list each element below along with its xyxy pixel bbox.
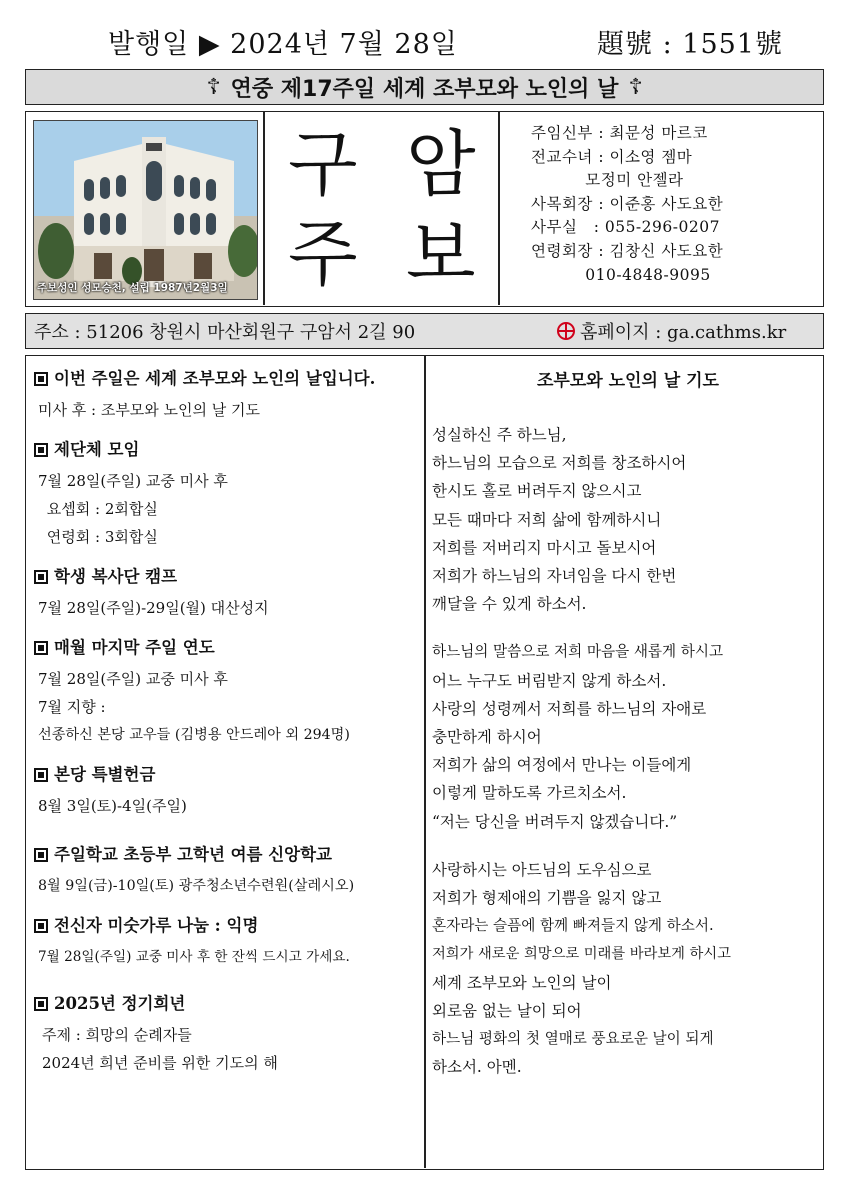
title-bar — [25, 69, 824, 105]
staff-row: 사목회장 : 이준홍 사도요한 — [531, 194, 724, 213]
prayer-column — [432, 368, 824, 1081]
announcement-heading: 2025년 정기희년 — [34, 993, 419, 1015]
square-bullet-icon — [34, 848, 48, 862]
announcement-line: 주제 : 희망의 순례자들 — [42, 1026, 192, 1044]
announcement-section — [34, 637, 419, 749]
prayer-line: 하느님 평화의 첫 열매로 풍요로운 날이 되게 — [432, 1030, 714, 1048]
bulletin-title: 연중 제17주일 세계 조부모와 노인의 날 — [230, 76, 619, 102]
bulletin-name-char: 주 — [288, 212, 358, 296]
staff-row: 주임신부 : 최문성 마르코 — [531, 124, 708, 142]
announcement-section — [34, 844, 419, 900]
content-area — [25, 355, 824, 1170]
prayer-line: 혼자라는 슬픔에 함께 빠져들지 않게 하소서. — [432, 917, 714, 935]
bulletin-name-char: 구 — [288, 122, 358, 206]
announcement-line: 요셉회 : 2회합실 — [42, 500, 158, 518]
square-bullet-icon — [34, 372, 48, 386]
prayer-stanza — [432, 638, 824, 835]
masthead — [25, 111, 824, 307]
address-bar — [25, 313, 824, 349]
announcement-heading: 매월 마지막 주일 연도 — [34, 637, 419, 659]
masthead-divider — [263, 112, 265, 305]
announcement-section — [34, 993, 419, 1077]
square-bullet-icon — [34, 768, 48, 782]
cross-ornament-right-icon: ☦ — [628, 74, 643, 100]
prayer-line: 저희가 하느님의 자녀임을 다시 한번 — [432, 567, 677, 586]
prayer-line: 저희가 삶의 여정에서 만나는 이들에게 — [432, 756, 692, 775]
announcement-heading: 전신자 미숫가루 나눔 : 익명 — [34, 915, 419, 937]
prayer-line: 하느님의 모습으로 저희를 창조하시어 — [432, 454, 687, 473]
parish-address: 주소 : 51206 창원시 마산회원구 구암서 2길 90 — [34, 322, 416, 343]
announcements-column — [34, 368, 419, 1092]
announcement-line: 미사 후 : 조부모와 노인의 날 기도 — [38, 401, 261, 419]
staff-row: 모정미 안젤라 — [531, 171, 684, 190]
announcement-line: 8월 3일(토)-4일(주일) — [38, 797, 187, 815]
prayer-line: 세계 조부모와 노인의 날이 — [432, 973, 612, 992]
globe-icon — [556, 321, 576, 341]
announcement-line: 7월 28일(주일) 교중 미사 후 한 잔씩 드시고 가세요. — [38, 949, 350, 965]
staff-row: 연령회장 : 김창신 사도요한 — [531, 241, 724, 260]
church-building-image — [34, 121, 258, 300]
square-bullet-icon — [34, 570, 48, 584]
prayer-title: 조부모와 노인의 날 기도 — [537, 371, 719, 391]
announcement-line: 선종하신 본당 교우들 (김병용 안드레아 외 294명) — [38, 727, 350, 743]
prayer-line: 모든 때마다 저희 삶에 함께하시니 — [432, 510, 662, 529]
announcement-line: 7월 28일(주일) 교중 미사 후 — [38, 472, 228, 490]
prayer-stanza — [432, 856, 824, 1082]
bulletin-name-char: 암 — [406, 122, 476, 206]
prayer-line: 어느 누구도 버림받지 않게 하소서. — [432, 671, 667, 690]
announcement-section — [34, 764, 419, 820]
announcement-section — [34, 566, 419, 622]
staff-row: 사무실 : 055-296-0207 — [531, 218, 720, 237]
homepage-label: 홈페이지 : ga.cathms.kr — [580, 322, 787, 343]
prayer-line: 깨달을 수 있게 하소서. — [432, 595, 587, 614]
homepage-link[interactable] — [556, 318, 786, 344]
column-divider — [424, 356, 426, 1168]
prayer-line: 외로움 없는 날이 되어 — [432, 1001, 582, 1020]
announcement-heading: 학생 복사단 캠프 — [34, 566, 419, 588]
church-photo — [33, 120, 258, 300]
prayer-line: 저희가 형제애의 기쁨을 잃지 않고 — [432, 889, 662, 908]
staff-row: 전교수녀 : 이소영 젬마 — [531, 147, 693, 166]
prayer-line: 저희가 새로운 희망으로 미래를 바라보게 하시고 — [432, 946, 731, 963]
issue-date: 발행일 ▶ 2024년 7월 28일 — [108, 29, 458, 60]
announcement-line: 8월 9일(금)-10일(토) 광주청소년수련원(살레시오) — [38, 878, 355, 894]
prayer-line: 한시도 홀로 버려두지 않으시고 — [432, 482, 642, 501]
announcement-line: 7월 28일(주일)-29일(월) 대산성지 — [38, 599, 269, 617]
square-bullet-icon — [34, 997, 48, 1011]
announcement-section — [34, 915, 419, 971]
announcement-heading: 주일학교 초등부 고학년 여름 신앙학교 — [34, 844, 419, 866]
square-bullet-icon — [34, 641, 48, 655]
prayer-line: 사랑하시는 아드님의 도우심으로 — [432, 860, 652, 879]
announcement-heading: 본당 특별헌금 — [34, 764, 419, 786]
announcement-heading: 제단체 모임 — [34, 439, 419, 461]
prayer-line: 이렇게 말하도록 가르치소서. — [432, 784, 627, 803]
announcement-line: 2024년 희년 준비를 위한 기도의 해 — [42, 1054, 278, 1072]
announcement-line: 연령회 : 3회합실 — [42, 528, 158, 546]
prayer-line: 하소서. 아멘. — [432, 1058, 522, 1077]
prayer-line: 충만하게 하시어 — [432, 728, 542, 747]
issue-number: 題號 : 1551號 — [597, 29, 783, 60]
staff-list — [531, 122, 723, 287]
announcement-section — [34, 439, 419, 551]
prayer-line: “저는 당신을 버려두지 않겠습니다.” — [432, 812, 678, 831]
staff-row: 010-4848-9095 — [531, 265, 711, 284]
masthead-divider — [498, 112, 500, 305]
announcement-section — [34, 368, 419, 424]
photo-caption: 주보성인 성모승천, 설립 1987년2월3일 — [37, 282, 228, 294]
prayer-line: 저희를 저버리지 마시고 돌보시어 — [432, 538, 657, 557]
prayer-line: 사랑의 성령께서 저희를 하느님의 자애로 — [432, 699, 707, 718]
announcement-line: 7월 28일(주일) 교중 미사 후 — [38, 670, 228, 688]
bulletin-name-char: 보 — [406, 212, 476, 296]
square-bullet-icon — [34, 919, 48, 933]
announcement-heading: 이번 주일은 세계 조부모와 노인의 날입니다. — [34, 368, 419, 390]
prayer-stanza — [432, 421, 824, 618]
cross-ornament-left-icon: ☦ — [206, 74, 221, 100]
announcement-line: 7월 지향 : — [38, 698, 106, 716]
prayer-line: 성실하신 주 하느님, — [432, 426, 567, 444]
issue-info-line — [0, 22, 848, 62]
prayer-line: 하느님의 말씀으로 저희 마음을 새롭게 하시고 — [432, 643, 724, 661]
square-bullet-icon — [34, 443, 48, 457]
